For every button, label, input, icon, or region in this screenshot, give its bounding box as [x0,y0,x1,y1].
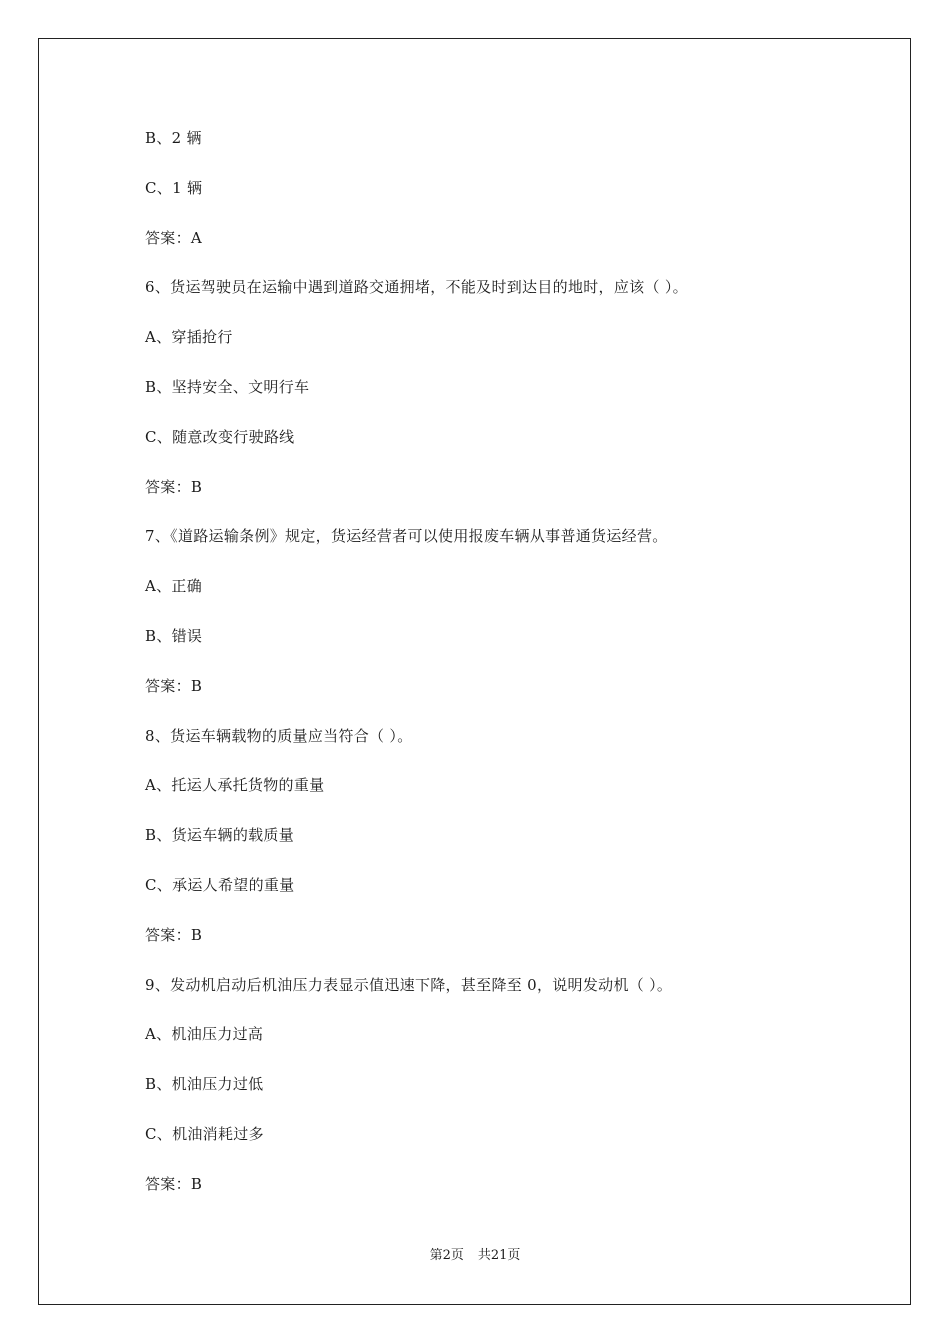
answer-q9: 答案：B [145,1174,203,1193]
question-9: 9、发动机启动后机油压力表显示值迅速下降，甚至降至 0，说明发动机（ ）。 [145,975,673,994]
question-8: 8、货运车辆载物的质量应当符合（ ）。 [145,726,413,745]
option-a-q6: A、穿插抢行 [145,328,233,347]
page-footer [0,1246,950,1266]
answer-q5: 答案：A [145,228,203,247]
answer-q8: 答案：B [145,925,203,944]
question-7: 7、《道路运输条例》规定，货运经营者可以使用报废车辆从事普通货运经营。 [145,527,668,546]
question-6: 6、货运驾驶员在运输中遇到道路交通拥堵，不能及时到达目的地时，应该（ ）。 [145,278,688,297]
option-c-q5: C、1 辆 [145,178,203,197]
option-b-q5: B、2 辆 [145,129,202,147]
option-c-q6: C、随意改变行驶路线 [145,427,295,446]
option-a-q8: A、托运人承托货物的重量 [145,776,325,795]
page-total: 共21页 [477,1248,521,1263]
answer-q7: 答案：B [145,676,203,695]
page-number: 第2页 [429,1248,464,1263]
document-body [145,126,865,1222]
option-a-q7: A、正确 [145,577,203,596]
option-a-q9: A、机油压力过高 [145,1025,264,1044]
option-b-q9: B、机油压力过低 [145,1075,264,1094]
option-b-q8: B、货运车辆的载质量 [145,826,295,845]
option-b-q7: B、错误 [145,626,203,645]
option-c-q8: C、承运人希望的重量 [145,875,295,894]
option-b-q6: B、坚持安全、文明行车 [145,377,310,396]
answer-q6: 答案：B [145,477,203,496]
option-c-q9: C、机油消耗过多 [145,1124,264,1143]
